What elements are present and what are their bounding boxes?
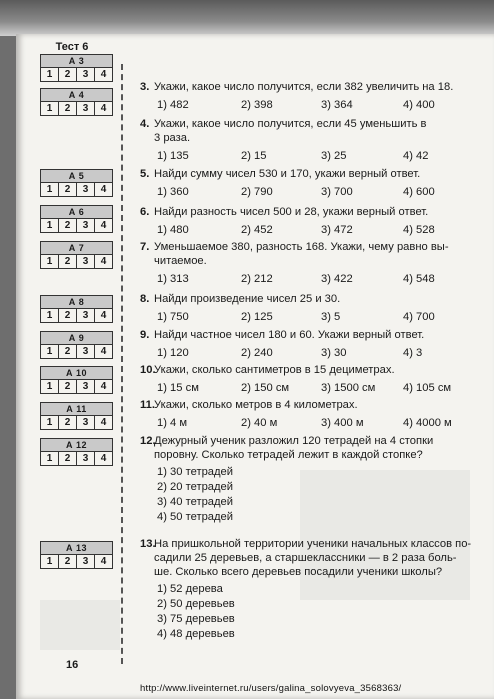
answer-choice-cell[interactable]: 1 xyxy=(41,68,59,81)
answer-choice-cell[interactable]: 2 xyxy=(59,380,77,393)
answer-choice-row xyxy=(41,555,112,568)
answer-option[interactable]: 4) 105 см xyxy=(403,382,452,394)
question-text: Найди произведение чисел 25 и 30. xyxy=(154,293,341,305)
answer-option[interactable]: 3) 25 xyxy=(321,150,347,162)
answer-choice-cell[interactable]: 2 xyxy=(59,345,77,358)
options-row xyxy=(140,346,490,360)
answer-option[interactable]: 2) 15 xyxy=(241,150,267,162)
answer-option[interactable]: 1) 313 xyxy=(157,273,189,285)
answer-option[interactable]: 2) 452 xyxy=(241,224,273,236)
question-text: Укажи, сколько сантиметров в 15 дециметрах. xyxy=(154,364,395,376)
question-number: 3. xyxy=(140,81,150,93)
options-row xyxy=(140,223,490,237)
answer-option[interactable]: 3) 422 xyxy=(321,273,353,285)
answer-box xyxy=(40,402,113,430)
answer-option[interactable]: 1) 750 xyxy=(157,311,189,323)
answer-choice-cell[interactable]: 2 xyxy=(59,183,77,196)
question-text: Укажи, сколько метров в 4 километрах. xyxy=(154,399,358,411)
answer-option[interactable]: 4) 42 xyxy=(403,150,429,162)
answer-choice-cell[interactable]: 2 xyxy=(59,255,77,268)
answer-option[interactable]: 2) 240 xyxy=(241,347,273,359)
question-number: 12. xyxy=(140,435,156,447)
question-text: поровну. Сколько тетрадей лежит в каждой стопке? xyxy=(154,449,423,461)
answer-choice-cell[interactable]: 3 xyxy=(77,345,95,358)
options-row xyxy=(140,98,490,112)
answer-option[interactable]: 3) 75 деревьев xyxy=(157,613,235,625)
question-number: 4. xyxy=(140,118,150,130)
answer-option[interactable]: 1) 135 xyxy=(157,150,189,162)
question-text: На пришкольной территории ученики начальных классов по- xyxy=(154,538,472,550)
answer-choice-cell[interactable]: 4 xyxy=(100,417,107,428)
answer-choice-row xyxy=(41,452,112,465)
options-row xyxy=(140,185,490,199)
answer-option[interactable]: 3) 5 xyxy=(321,311,341,323)
answer-option[interactable]: 3) 700 xyxy=(321,186,353,198)
answer-option[interactable]: 3) 1500 см xyxy=(321,382,376,394)
question-item xyxy=(140,205,490,237)
question-item xyxy=(140,537,490,642)
answer-option[interactable]: 1) 120 xyxy=(157,347,189,359)
question-text: ше. Сколько всего деревьев посадили ученики школы? xyxy=(154,566,443,578)
answer-box xyxy=(40,169,113,197)
answer-box-label: А 11 xyxy=(41,403,112,416)
answer-choice-cell[interactable]: 2 xyxy=(59,102,77,115)
answer-option[interactable]: 4) 548 xyxy=(403,273,435,285)
answer-box xyxy=(40,205,113,233)
question-indent xyxy=(140,254,154,268)
question-indent xyxy=(140,565,154,579)
answer-box xyxy=(40,295,113,323)
answer-option[interactable]: 1) 360 xyxy=(157,186,189,198)
answer-box-label: А 13 xyxy=(41,542,112,555)
question-item xyxy=(140,240,490,286)
answer-option[interactable]: 4) 48 деревьев xyxy=(157,628,235,640)
answer-choice-cell[interactable]: 4 xyxy=(100,556,107,567)
answer-box-label: А 12 xyxy=(41,439,112,452)
options-list xyxy=(140,582,490,642)
question-number: 7. xyxy=(140,241,150,253)
answer-option[interactable]: 1) 480 xyxy=(157,224,189,236)
question-text: Укажи, какое число получится, если 45 уменьшить в xyxy=(154,118,427,130)
answer-box xyxy=(40,54,113,82)
question-item xyxy=(140,398,490,430)
answer-choice-cell[interactable]: 2 xyxy=(59,219,77,232)
answer-option[interactable]: 1) 15 см xyxy=(157,382,199,394)
answer-box-label: А 8 xyxy=(41,296,112,309)
answer-choice-cell[interactable]: 3 xyxy=(77,416,95,429)
answer-option[interactable]: 3) 472 xyxy=(321,224,353,236)
question-text: Дежурный ученик разложил 120 тетрадей на 4 стопки xyxy=(154,435,434,447)
answer-box xyxy=(40,88,113,116)
answer-choice-row xyxy=(41,68,112,81)
answer-box-label: А 5 xyxy=(41,170,112,183)
question-number: 5. xyxy=(140,168,150,180)
answer-choice-cell[interactable]: 4 xyxy=(100,220,107,231)
options-row xyxy=(140,416,490,430)
answer-choice-cell[interactable]: 4 xyxy=(100,346,107,357)
answer-option[interactable]: 2) 20 тетрадей xyxy=(157,481,234,493)
answer-box-label: А 6 xyxy=(41,206,112,219)
answer-box xyxy=(40,438,113,466)
answer-box xyxy=(40,541,113,569)
question-text: Укажи, какое число получится, если 382 увеличить на 18. xyxy=(154,81,454,93)
answer-choice-cell[interactable]: 3 xyxy=(77,68,95,81)
answer-option[interactable]: 3) 40 тетрадей xyxy=(157,496,234,508)
cut-line-divider xyxy=(121,64,123,664)
answer-box xyxy=(40,241,113,269)
question-item xyxy=(140,363,490,395)
question-text: Найди частное чисел 180 и 60. Укажи верный ответ. xyxy=(154,329,425,341)
answer-choice-cell[interactable]: 1 xyxy=(41,345,59,358)
answer-choice-cell[interactable]: 2 xyxy=(59,555,77,568)
question-number: 13. xyxy=(140,538,156,550)
answer-option[interactable]: 1) 52 дерева xyxy=(157,583,223,595)
answer-option[interactable]: 4) 4000 м xyxy=(403,417,452,429)
answer-choice-cell[interactable]: 4 xyxy=(100,310,107,321)
answer-choice-cell[interactable]: 4 xyxy=(100,256,107,267)
answer-option[interactable]: 2) 150 см xyxy=(241,382,290,394)
answer-choice-cell[interactable]: 1 xyxy=(41,452,59,465)
answer-choice-row xyxy=(41,416,112,429)
question-number: 10. xyxy=(140,364,156,376)
answer-choice-cell[interactable]: 4 xyxy=(100,381,107,392)
answer-choice-cell[interactable]: 4 xyxy=(100,453,107,464)
question-text: садили 25 деревьев, а старшеклассники — в 2 раза боль- xyxy=(154,552,457,564)
answer-choice-cell[interactable]: 1 xyxy=(41,309,59,322)
answer-option[interactable]: 4) 50 тетрадей xyxy=(157,511,234,523)
question-text: Уменьшаемое 380, разность 168. Укажи, чему равно вы- xyxy=(154,241,449,253)
question-item xyxy=(140,167,490,199)
answer-choice-cell[interactable]: 1 xyxy=(41,255,59,268)
answer-choice-cell[interactable]: 4 xyxy=(100,184,107,195)
options-list xyxy=(140,465,490,525)
question-indent xyxy=(140,448,154,462)
question-indent xyxy=(140,131,154,145)
answer-box xyxy=(40,366,113,394)
question-indent xyxy=(140,551,154,565)
answer-option[interactable]: 1) 482 xyxy=(157,99,189,111)
answer-choice-row xyxy=(41,219,112,232)
answer-choice-cell[interactable]: 3 xyxy=(77,380,95,393)
answer-choice-row xyxy=(41,183,112,196)
question-item xyxy=(140,328,490,360)
answer-option[interactable]: 1) 30 тетрадей xyxy=(157,466,234,478)
answer-choice-cell[interactable]: 3 xyxy=(77,255,95,268)
answer-option[interactable]: 4) 600 xyxy=(403,186,435,198)
answer-box-label: А 9 xyxy=(41,332,112,345)
answer-choice-row xyxy=(41,102,112,115)
scan-background xyxy=(0,0,494,36)
answer-option[interactable]: 4) 400 xyxy=(403,99,435,111)
answer-choice-cell[interactable]: 2 xyxy=(59,452,77,465)
answer-option[interactable]: 4) 700 xyxy=(403,311,435,323)
answer-choice-cell[interactable]: 2 xyxy=(59,68,77,81)
question-text: Найди разность чисел 500 и 28, укажи верный ответ. xyxy=(154,206,429,218)
answer-box-label: А 4 xyxy=(41,89,112,102)
answer-choice-cell[interactable]: 1 xyxy=(41,219,59,232)
question-item xyxy=(140,434,490,525)
answer-choice-cell[interactable]: 3 xyxy=(77,452,95,465)
answer-choice-cell[interactable]: 1 xyxy=(41,183,59,196)
answer-choice-cell[interactable]: 3 xyxy=(77,555,95,568)
answer-box-label: А 7 xyxy=(41,242,112,255)
question-number: 11. xyxy=(140,399,155,411)
options-row xyxy=(140,310,490,324)
answer-choice-cell[interactable]: 4 xyxy=(100,69,107,80)
answer-choice-cell[interactable]: 3 xyxy=(77,309,95,322)
question-text: 3 раза. xyxy=(154,132,191,144)
answer-box xyxy=(40,331,113,359)
answer-option[interactable]: 2) 50 деревьев xyxy=(157,598,235,610)
options-row xyxy=(140,149,490,163)
question-item xyxy=(140,80,490,112)
question-number: 6. xyxy=(140,206,150,218)
answer-choice-row xyxy=(41,255,112,268)
answer-option[interactable]: 3) 400 м xyxy=(321,417,364,429)
answer-option[interactable]: 2) 398 xyxy=(241,99,273,111)
question-number: 9. xyxy=(140,329,150,341)
watermark-url: http://www.liveinternet.ru/users/galina_solovyeva_3568363/ xyxy=(140,683,402,694)
answer-choice-row xyxy=(41,380,112,393)
answer-option[interactable]: 2) 40 м xyxy=(241,417,278,429)
answer-option[interactable]: 2) 125 xyxy=(241,311,273,323)
bleed-through-artifact xyxy=(40,600,120,650)
question-text: читаемое. xyxy=(154,255,207,267)
page-number: 16 xyxy=(66,659,79,671)
answer-option[interactable]: 4) 3 xyxy=(403,347,423,359)
question-item xyxy=(140,292,490,324)
question-number: 8. xyxy=(140,293,150,305)
answer-box-label: А 10 xyxy=(41,367,112,380)
answer-option[interactable]: 4) 528 xyxy=(403,224,435,236)
answer-choice-cell[interactable]: 3 xyxy=(77,102,95,115)
options-row xyxy=(140,381,490,395)
answer-choice-cell[interactable]: 1 xyxy=(41,416,59,429)
options-row xyxy=(140,272,490,286)
answer-box-label: А 3 xyxy=(41,55,112,68)
answer-choice-cell[interactable]: 2 xyxy=(59,309,77,322)
question-text: Найди сумму чисел 530 и 170, укажи верный ответ. xyxy=(154,168,421,180)
question-item xyxy=(140,117,490,163)
answer-choice-cell[interactable]: 1 xyxy=(41,555,59,568)
answer-choice-cell[interactable]: 2 xyxy=(59,416,77,429)
answer-choice-cell[interactable]: 1 xyxy=(41,380,59,393)
test-title: Тест 6 xyxy=(55,41,89,53)
answer-choice-row xyxy=(41,345,112,358)
answer-option[interactable]: 2) 212 xyxy=(241,273,273,285)
answer-choice-cell[interactable]: 4 xyxy=(100,103,107,114)
answer-choice-cell[interactable]: 3 xyxy=(77,183,95,196)
answer-option[interactable]: 1) 4 м xyxy=(157,417,188,429)
answer-choice-cell[interactable]: 3 xyxy=(77,219,95,232)
answer-choice-row xyxy=(41,309,112,322)
answer-option[interactable]: 3) 30 xyxy=(321,347,347,359)
answer-choice-cell[interactable]: 1 xyxy=(41,102,59,115)
answer-option[interactable]: 3) 364 xyxy=(321,99,353,111)
answer-option[interactable]: 2) 790 xyxy=(241,186,273,198)
